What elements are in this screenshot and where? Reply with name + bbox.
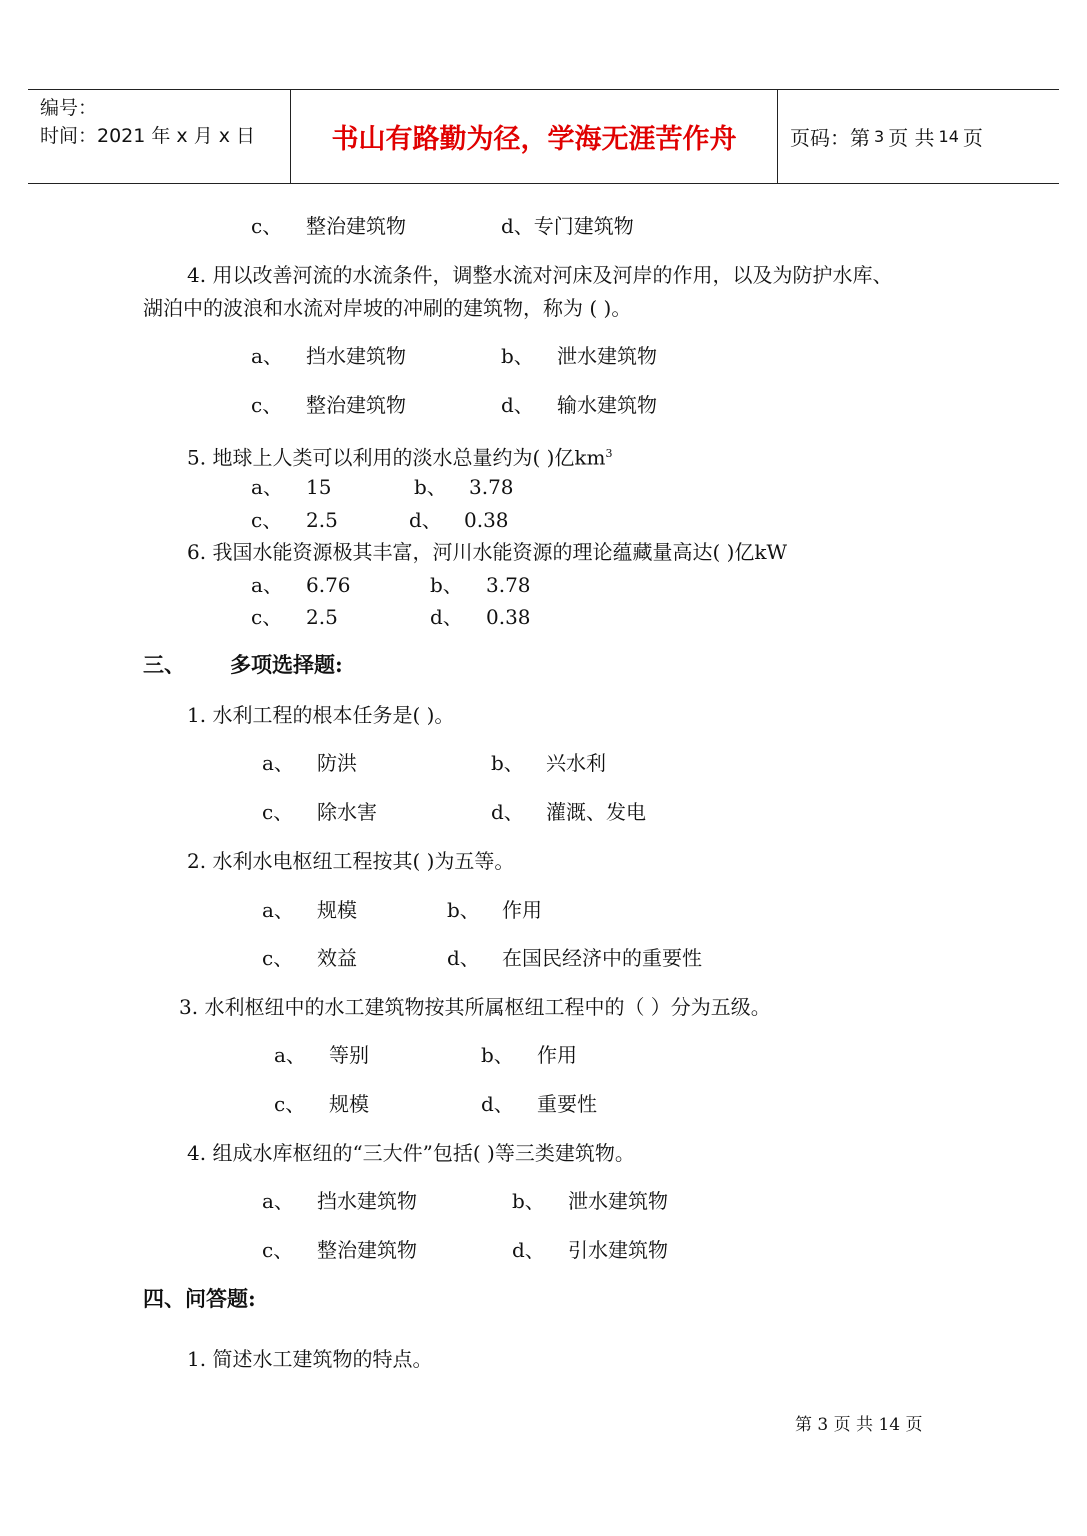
footer-suffix: 页 [905,1415,923,1435]
option-text: 整治建筑物 [317,1238,417,1262]
header-motto: 书山有路勤为径，学海无涯苦作舟 [331,124,737,155]
option-label: d、 [481,1092,514,1116]
option-label: b、 [491,751,524,775]
section-number: 三、 [143,652,185,677]
section-title: 四、问答题: [143,1286,256,1311]
option-text: 效益 [317,946,357,970]
option-text: 在国民经济中的重要性 [502,946,702,970]
option-label: c、 [262,800,294,824]
option-text: 3.78 [486,573,531,597]
option-label: c、 [274,1092,306,1116]
footer-prefix: 第 [795,1415,812,1435]
option-label: c、 [262,946,294,970]
page-suffix: 页 [962,126,983,150]
time-label: 时间：2021 年 x 月 x 日 [40,125,256,147]
page-header [28,89,1059,184]
page-footer [795,1410,923,1435]
number-label: 编号： [40,97,98,119]
question-stem: 6. 我国水能资源极其丰富，河川水能资源的理论蕴藏量高达( )亿kW [187,540,788,564]
option-label: d、 [447,946,480,970]
option-label: a、 [262,751,294,775]
option-label: d、 [512,1238,545,1262]
option-text: 3.78 [469,475,514,499]
option-label: a、 [262,898,294,922]
option-text: 6.76 [306,573,351,597]
option-text: 挡水建筑物 [306,344,406,368]
superscript: 3 [605,447,613,460]
option-text: 输水建筑物 [557,393,657,417]
option-label: b、 [501,344,534,368]
question-stem: 1. 水利工程的根本任务是( )。 [187,703,455,727]
option-text: 作用 [502,898,542,922]
page-total: 14 [938,127,959,146]
option-text: 泄水建筑物 [557,344,657,368]
page-prefix: 页码：第 [790,126,870,150]
option-text: 整治建筑物 [306,214,406,238]
question-stem-text: 5. 地球上人类可以利用的淡水总量约为( )亿km [187,445,606,470]
question-stem: 4. 组成水库枢纽的“三大件”包括( )等三类建筑物。 [187,1141,635,1165]
option-label: a、 [251,475,283,499]
header-page-indicator [790,90,983,183]
option-label: c、 [251,214,283,238]
header-meta [40,94,255,150]
option-label: c、 [251,393,283,417]
option-text: 0.38 [464,508,509,532]
option-text: 重要性 [537,1092,597,1116]
option-text: 15 [306,475,332,499]
option-label: a、 [262,1189,294,1213]
section-title: 多项选择题: [230,652,343,677]
option-text: 作用 [537,1043,577,1067]
option-label: a、 [251,344,283,368]
option-label: a、 [274,1043,306,1067]
footer-total: 14 [878,1415,901,1435]
option-text: 引水建筑物 [568,1238,668,1262]
option-text: 兴水利 [546,751,606,775]
question-stem: 2. 水利水电枢纽工程按其( )为五等。 [187,849,515,873]
option-label: b、 [512,1189,545,1213]
option-label: d、 [409,508,442,532]
option-text: 挡水建筑物 [317,1189,417,1213]
option-text: 规模 [329,1092,369,1116]
option-text: 防洪 [317,751,357,775]
footer-mid: 页 共 [833,1415,874,1435]
option-text: 灌溉、发电 [546,800,646,824]
option-label: d、 [501,393,534,417]
option-label: d、 [491,800,524,824]
option-text: 规模 [317,898,357,922]
question-stem [187,442,613,470]
option-label: b、 [481,1043,514,1067]
option-text: d、专门建筑物 [501,214,634,238]
option-label: c、 [262,1238,294,1262]
option-text: 0.38 [486,605,531,629]
option-text: 除水害 [317,800,377,824]
question-stem: 3. 水利枢纽中的水工建筑物按其所属枢纽工程中的（ ）分为五级。 [179,995,771,1019]
option-label: a、 [251,573,283,597]
option-label: c、 [251,508,283,532]
footer-current: 3 [817,1415,829,1435]
question-stem: 4. 用以改善河流的水流条件，调整水流对河床及河岸的作用，以及为防护水库、 [187,263,893,287]
page-current: 3 [874,127,885,146]
option-label: d、 [430,605,463,629]
option-label: b、 [447,898,480,922]
option-text: 2.5 [306,508,338,532]
question-stem: 湖泊中的波浪和水流对岸坡的冲刷的建筑物，称为 ( )。 [143,296,632,320]
option-text: 等别 [329,1043,369,1067]
option-text: 泄水建筑物 [568,1189,668,1213]
option-label: b、 [430,573,463,597]
page-mid: 页 共 [888,126,935,150]
option-text: 2.5 [306,605,338,629]
option-text: 整治建筑物 [306,393,406,417]
option-label: c、 [251,605,283,629]
option-label: b、 [414,475,447,499]
question-stem: 1. 简述水工建筑物的特点。 [187,1347,433,1371]
